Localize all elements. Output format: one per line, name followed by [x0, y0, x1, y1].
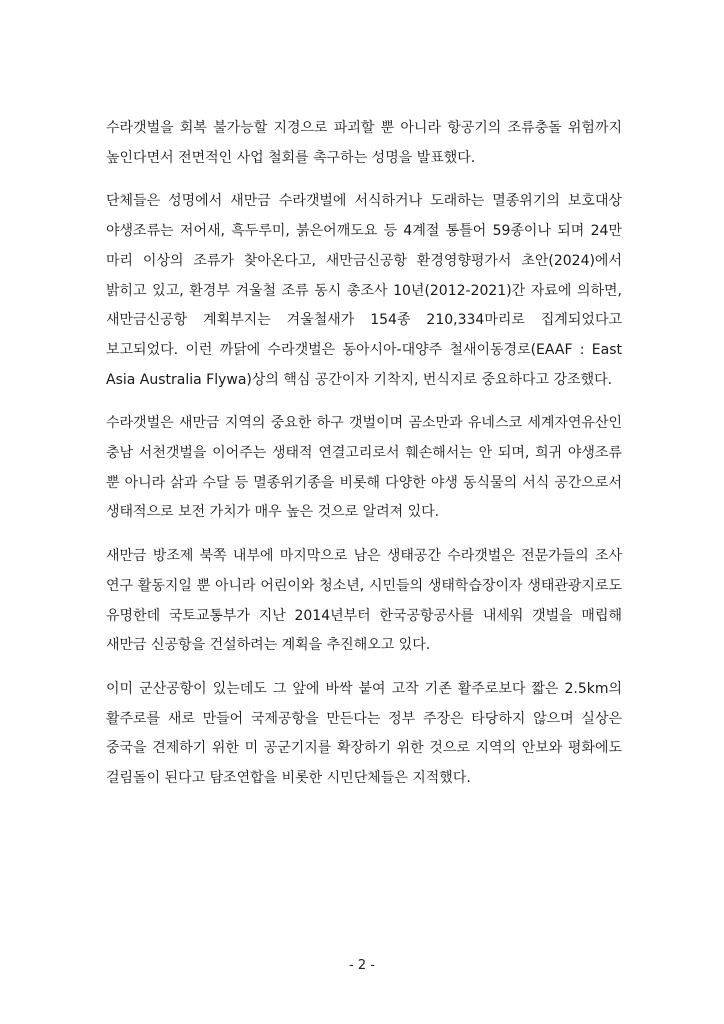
paragraph-5: 이미 군산공항이 있는데도 그 앞에 바싹 붙여 고작 기존 활주로보다 짧은 2.5km의 활주로를 새로 만들어 국제공항을 만든다는 정부 주장은 타당하지 않으며 실상은 중국을 견제하기 위한 미 공군기지를 확장하기 위한 것으로 지역의 안보와 평화에도 걸림돌이 된다고 탐조연합을 비롯한 시민단체들은 지적했다.: [106, 680, 622, 787]
body-text: [106, 114, 622, 808]
paragraph-4: 새만금 방조제 북쪽 내부에 마지막으로 남은 생태공간 수라갯벌은 전문가들의 조사 연구 활동지일 뿐 아니라 어린이와 청소년, 시민들의 생태학습장이자 생태관광지로도 유명한데 국토교통부가 지난 2014년부터 한국공항공사를 내세워 갯벌을 매립해 새만금 신공항을 건설하려는 계획을 추진해오고 있다.: [106, 548, 622, 654]
paragraph-2: 단체들은 성명에서 새만금 수라갯벌에 서식하거나 도래하는 멸종위기의 보호대상 야생조류는 저어새, 흑두루미, 붉은어깨도요 등 4계절 통틀어 59종이나 되며 24만 마리 이상의 조류가 찾아온다고, 새만금신공항 환경영향평가서 초안(2024)에서 밝히고 있고, 환경부 겨울철 조류 동시 총조사 10년(2012-2021)간 자료에 의하면, 새만금신공항 계획부지는 겨울철새가 154종 210,334마리로 집계되었다고 보고되었다. 이런 까닭에 수라갯벌은 동아시아-대양주 철새이동경로(EAAF : East Asia Australia Flywa)상의 핵심 공간이자 기착지, 번식지로 중요하다고 강조했다.: [106, 193, 622, 388]
page-number: - 2 -: [349, 958, 375, 973]
paragraph-3: 수라갯벌은 새만금 지역의 중요한 하구 갯벌이며 곰소만과 유네스코 세계자연유산인 충남 서천갯벌을 이어주는 생태적 연결고리로서 훼손해서는 안 되며, 희귀 야생조류 뿐 아니라 삵과 수달 등 멸종위기종을 비롯해 다양한 야생 동식물의 서식 공간으로서 생태적으로 보전 가치가 매우 높은 것으로 알려져 있다.: [106, 415, 622, 521]
paragraph-1: 수라갯벌을 회복 불가능할 지경으로 파괴할 뿐 아니라 항공기의 조류충돌 위험까지 높인다면서 전면적인 사업 철회를 촉구하는 성명을 발표했다.: [106, 120, 622, 166]
